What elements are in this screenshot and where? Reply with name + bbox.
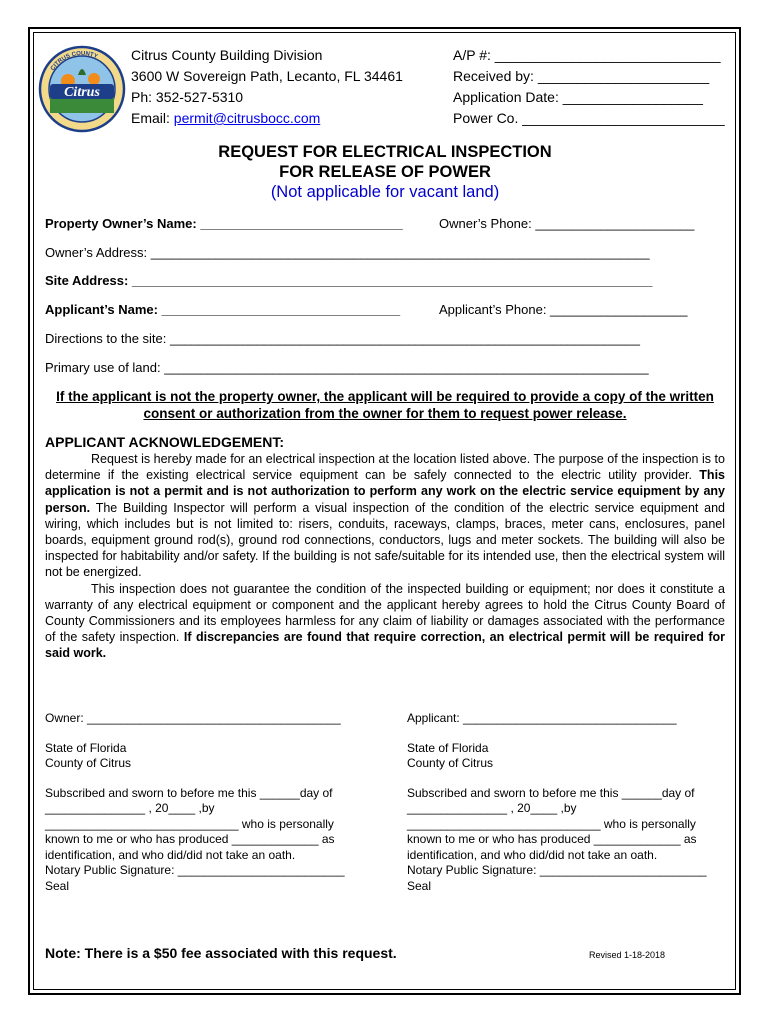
applicant-notary-line4[interactable]: known to me or who has produced _____________ as <box>407 832 697 846</box>
citrus-county-seal-logo <box>38 45 126 133</box>
email-link[interactable]: permit@citrusbocc.com <box>173 110 321 126</box>
applicant-seal: Seal <box>407 878 432 893</box>
form-title-line2: FOR RELEASE OF POWER <box>279 163 491 181</box>
owner-phone-field[interactable]: Owner’s Phone: ______________________ <box>439 216 695 231</box>
applicant-notary-line1[interactable]: Subscribed and sworn to before me this ______day of <box>407 785 695 800</box>
power-co-field[interactable]: Power Co. __________________________ <box>453 110 725 126</box>
applicant-notary-signature[interactable]: Notary Public Signature: _________________________ <box>407 863 707 877</box>
owner-notary-line4[interactable]: known to me or who has produced _____________ as <box>45 832 335 846</box>
email-label: Email: <box>131 110 174 126</box>
owner-notary-line3[interactable]: _____________________________ who is personally <box>45 816 334 831</box>
logo-ring-text: CITRUS COUNTY <box>49 50 99 72</box>
application-date-field[interactable]: Application Date: __________________ <box>453 89 703 105</box>
logo-text: Citrus <box>64 85 100 100</box>
applicant-county: County of Citrus <box>407 756 494 770</box>
revision-date: Revised 1-18-2018 <box>589 950 666 960</box>
applicant-name-field[interactable]: Applicant’s Name: _________________________________ <box>45 302 401 317</box>
owner-notary-line2[interactable]: _______________ , 20____ ,by <box>45 801 215 815</box>
org-name: Citrus County Building Division <box>131 47 323 63</box>
org-address: 3600 W Sovereign Path, Lecanto, FL 34461 <box>131 68 403 84</box>
acknowledgement-paragraph-2: This inspection does not guarantee the condition of the inspected building or equipment; nor does it constitute a warranty of any electrical equipment or component and the applicant hereby agrees to hold the Citrus County Board of County Commissioners and its employees harmless for any claim of liability or damages associated with the performance of the safety inspection. If discrepancies are found that require correction, an electrical permit will be required for said work. <box>45 581 725 661</box>
org-email <box>131 108 320 129</box>
owner-seal: Seal <box>45 878 70 893</box>
received-by-field[interactable]: Received by: ______________________ <box>453 68 710 84</box>
owner-signature-field[interactable]: Owner: ______________________________________ <box>45 711 341 725</box>
ap-number-field[interactable]: A/P #: _____________________________ <box>453 47 721 63</box>
owner-address-field[interactable]: Owner’s Address: _____________________________________________________________________ <box>45 245 650 260</box>
applicant-notary-line3[interactable]: _____________________________ who is personally <box>407 816 696 831</box>
applicant-state: State of Florida <box>407 740 489 755</box>
owner-state: State of Florida <box>45 740 127 755</box>
applicant-signature-field[interactable]: Applicant: ________________________________ <box>407 711 677 725</box>
owner-notary-line5: identification, and who did/did not take an oath. <box>45 847 296 862</box>
fee-note: Note: There is a $50 fee associated with this request. <box>45 945 397 961</box>
primary-use-field[interactable]: Primary use of land: ___________________________________________________________________ <box>45 360 649 375</box>
org-phone: Ph: 352-527-5310 <box>131 89 244 105</box>
applicant-signature-block <box>407 711 725 894</box>
owner-name-field[interactable]: Property Owner’s Name: ____________________________ <box>45 216 403 231</box>
acknowledgement-paragraph-1: Request is hereby made for an electrical inspection at the location listed above. The purpose of the inspection is to determine if the existing electrical service equipment can be safely connected to the electric utility provider. This application is not a permit and is not authorization to perform any work on the electric service equipment by any person. The Building Inspector will perform a visual inspection of the condition of the electric service equipment and wiring, which includes but is not limited to: risers, conduits, raceways, clamps, braces, meter cans, enclosures, panel boards, equipment ground rod(s), ground rod connections, conductors, lugs and meter sockets. The building will also be inspected for habitability and/or safety. If the building is not safe/suitable for its intended use, then the electrical system will not be energized. <box>45 452 725 580</box>
form-title-line3: (Not applicable for vacant land) <box>270 183 500 201</box>
owner-signature-block <box>45 711 363 894</box>
site-address-field[interactable]: Site Address: ________________________________________________________________________ <box>45 273 653 288</box>
owner-consent-warning: If the applicant is not the property owner, the applicant will be required to provide a copy of the written consent or authorization from the owner for them to request power release. <box>56 389 714 421</box>
applicant-phone-field[interactable]: Applicant’s Phone: ___________________ <box>439 302 688 317</box>
applicant-notary-line5: identification, and who did/did not take an oath. <box>407 847 658 862</box>
directions-field[interactable]: Directions to the site: _________________________________________________________________ <box>45 331 640 346</box>
acknowledgement-heading: APPLICANT ACKNOWLEDGEMENT: <box>45 434 285 450</box>
owner-notary-signature[interactable]: Notary Public Signature: _________________________ <box>45 863 345 877</box>
owner-notary-line1[interactable]: Subscribed and sworn to before me this ______day of <box>45 785 333 800</box>
form-title-line1: REQUEST FOR ELECTRICAL INSPECTION <box>218 143 552 161</box>
applicant-notary-line2[interactable]: _______________ , 20____ ,by <box>407 801 577 815</box>
acknowledgement-body <box>45 451 725 662</box>
owner-county: County of Citrus <box>45 756 132 770</box>
